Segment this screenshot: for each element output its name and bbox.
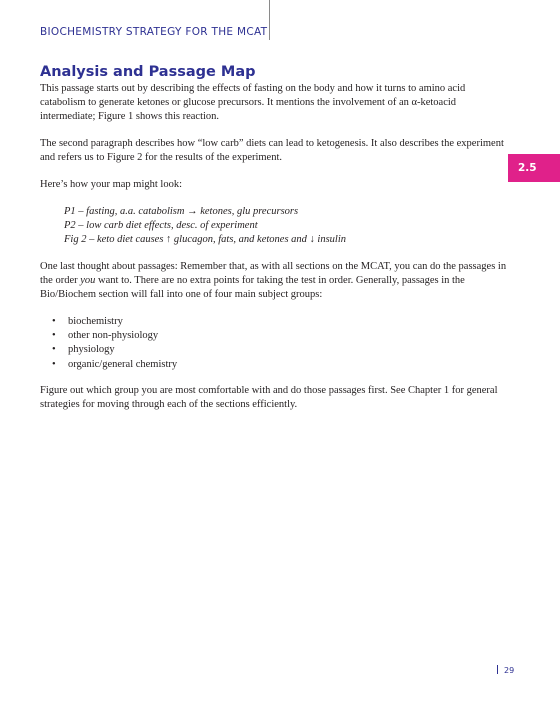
page-footer bbox=[497, 665, 514, 675]
section-heading: Analysis and Passage Map bbox=[40, 64, 256, 80]
bullet: • bbox=[52, 330, 56, 342]
bullet: • bbox=[52, 344, 56, 356]
list-item-label: other non-physiology bbox=[68, 330, 159, 342]
passage-map bbox=[64, 205, 508, 248]
running-head: BIOCHEMISTRY STRATEGY FOR THE MCAT bbox=[40, 26, 268, 38]
list-item-label: organic/general chemistry bbox=[68, 358, 178, 370]
list-item bbox=[40, 358, 508, 372]
page-number: 29 bbox=[504, 666, 515, 675]
list-item-label: biochemistry bbox=[68, 315, 123, 327]
paragraph-second: The second paragraph describes how “low carb” diets can lead to ketogenesis. It also describes the experiment and refers us to Figure 2 for the results of the experiment. bbox=[40, 138, 504, 164]
list-item bbox=[40, 343, 508, 357]
bullet: • bbox=[52, 358, 56, 370]
section-tab bbox=[508, 154, 560, 182]
header-divider bbox=[269, 0, 270, 40]
bullet: • bbox=[52, 315, 56, 327]
folio-divider bbox=[497, 665, 498, 674]
last-thought-text: One last thought about passages: Remember that, as with all sections on the MCAT, you can do the passages in the order bbox=[40, 260, 507, 287]
list-item bbox=[40, 315, 508, 329]
last-thought-text-end: want to. There are no extra points for taking the test in order. Generally, passages in the Bio/Biochem section will fall into one of four main subject groups: bbox=[40, 275, 465, 301]
page-content bbox=[40, 64, 508, 425]
map-line: P2 – low carb diet effects, desc. of experiment bbox=[64, 219, 258, 231]
emphasis-you: you bbox=[80, 275, 96, 287]
paragraph-last-thought bbox=[40, 260, 508, 303]
paragraph-map-lead: Here’s how your map might look: bbox=[40, 179, 183, 191]
map-line: P1 – fasting, a.a. catabolism → ketones, glu precursors bbox=[64, 205, 299, 217]
section-tab-label: 2.5 bbox=[518, 162, 537, 174]
list-item bbox=[40, 329, 508, 343]
map-line: Fig 2 – keto diet causes ↑ glucagon, fats, and ketones and ↓ insulin bbox=[64, 234, 347, 246]
list-item-label: physiology bbox=[68, 344, 115, 356]
subject-groups-list bbox=[40, 315, 508, 372]
paragraph-closing: Figure out which group you are most comfortable with and do those passages first. See Chapter 1 for general strategies for moving through each of the sections efficiently. bbox=[40, 385, 498, 411]
paragraph-intro: This passage starts out by describing the effects of fasting on the body and how it turns to amino acid catabolism to generate ketones or glucose precursors. It mentions the involvement of an α-ketoacid intermediate; Figure 1 shows this reaction. bbox=[40, 83, 466, 123]
